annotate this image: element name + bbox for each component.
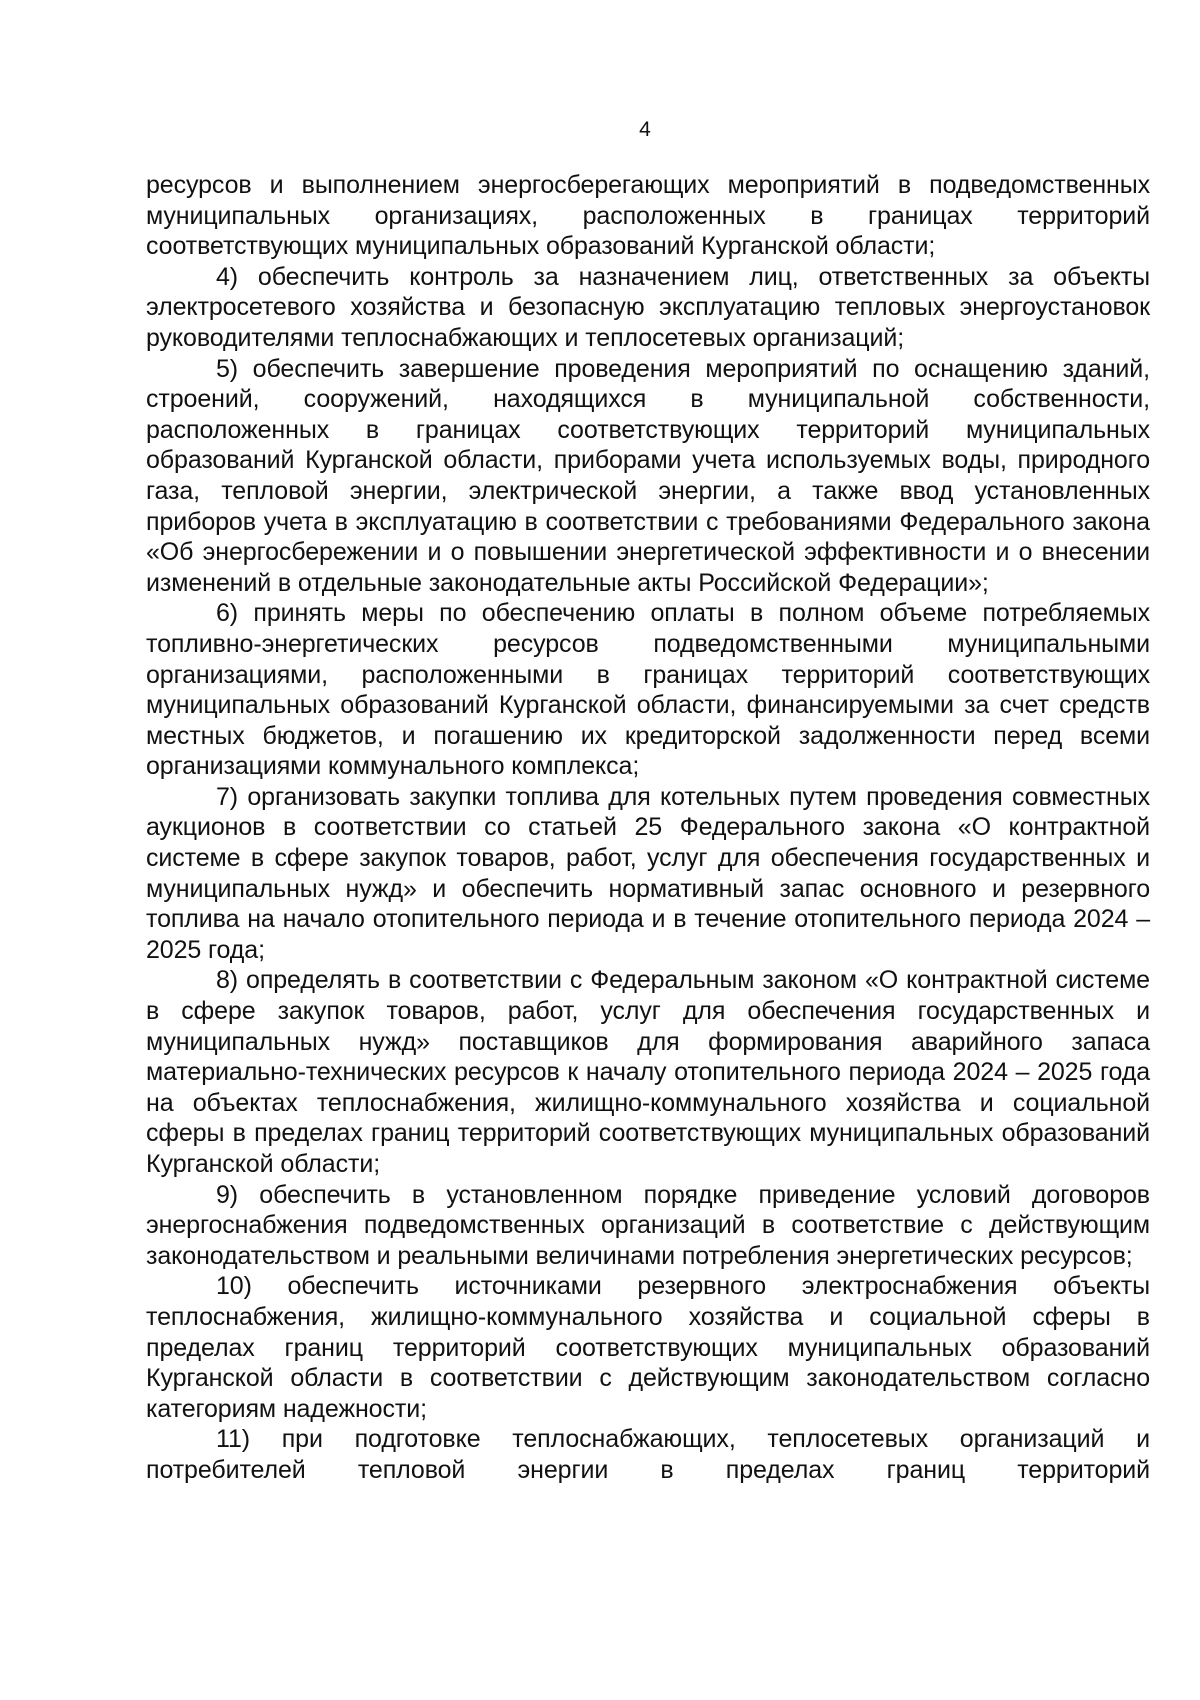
paragraph-item-10: 10) обеспечить источниками резервного электроснабжения объекты теплоснабжения, жилищно-коммунального хозяйства и социальной сферы в пределах границ территорий соответствующих муниципальных образований Курганской области в соответствии с действующим законодательством согласно категориям надежности; bbox=[146, 1272, 1150, 1423]
paragraph-item-4: 4) обеспечить контроль за назначением лиц, ответственных за объекты электросетевого хозяйства и безопасную эксплуатацию тепловых энергоустановок руководителями теплоснабжающих и теплосетевых организаций; bbox=[146, 262, 1150, 352]
paragraph-item-9: 9) обеспечить в установленном порядке приведение условий договоров энергоснабжения подведомственных организаций в соответствие с действующим законодательством и реальными величинами потребления энергетических ресурсов; bbox=[146, 1180, 1150, 1270]
paragraph-item-6: 6) принять меры по обеспечению оплаты в полном объеме потребляемых топливно-энергетических ресурсов подведомственными муниципальными организациями, расположенными в границах территорий соответствующих муниципальных образований Курганской области, финансируемыми за счет средств местных бюджетов, и погашению их кредиторской задолженности перед всеми организациями коммунального комплекса; bbox=[146, 599, 1150, 781]
paragraph-continuation: ресурсов и выполнением энергосберегающих мероприятий в подведомственных муниципальных организациях, расположенных в границах территорий соответствующих муниципальных образований Курганской области; bbox=[146, 171, 1150, 261]
paragraph-item-5: 5) обеспечить завершение проведения мероприятий по оснащению зданий, строений, сооружений, находящихся в муниципальной собственности, расположенных в границах соответствующих территорий муниципальных образований Курганской области, приборами учета используемых воды, природного газа, тепловой энергии, электрической энергии, а также ввод установленных приборов учета в эксплуатацию в соответствии с требованиями Федерального закона «Об энергосбережении и о повышении энергетической эффективности и о внесении изменений в отдельные законодательные акты Российской Федерации»; bbox=[146, 354, 1150, 597]
document-body bbox=[146, 170, 1150, 1486]
paragraph-item-11: 11) при подготовке теплоснабжающих, теплосетевых организаций и потребителей тепловой энергии в пределах границ территорий bbox=[146, 1425, 1150, 1484]
paragraph-item-8: 8) определять в соответствии с Федеральным законом «О контрактной системе в сфере закупок товаров, работ, услуг для обеспечения государственных и муниципальных нужд» поставщиков для формирования аварийного запаса материально-технических ресурсов к началу отопительного периода 2024 – 2025 года на объектах теплоснабжения, жилищно-коммунального хозяйства и социальной сферы в пределах границ территорий соответствующих муниципальных образований Курганской области; bbox=[146, 966, 1150, 1178]
page-number: 4 bbox=[639, 118, 651, 141]
paragraph-item-7: 7) организовать закупки топлива для котельных путем проведения совместных аукционов в соответствии со статьей 25 Федерального закона «О контрактной системе в сфере закупок товаров, работ, услуг для обеспечения государственных и муниципальных нужд» и обеспечить нормативный запас основного и резервного топлива на начало отопительного периода и в течение отопительного периода 2024 – 2025 года; bbox=[146, 782, 1150, 964]
